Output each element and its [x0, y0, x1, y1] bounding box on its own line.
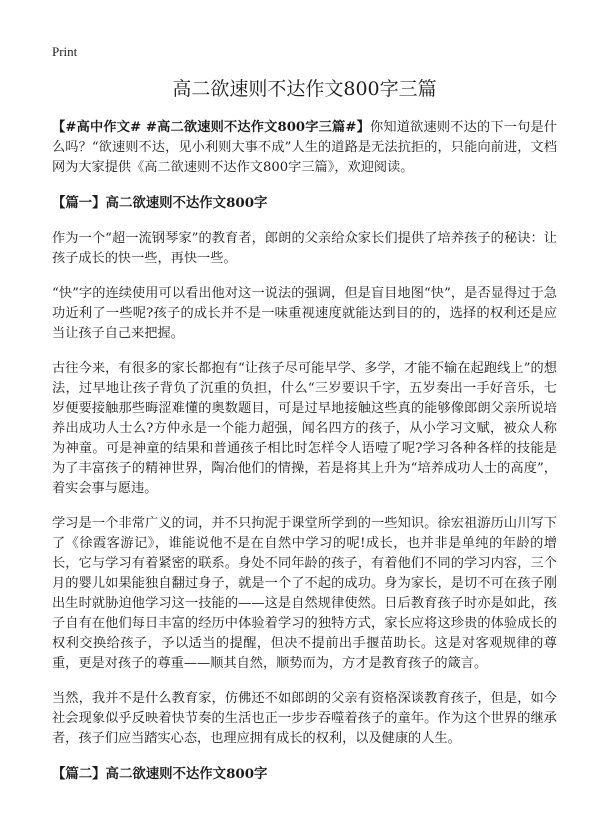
intro-paragraph — [52, 118, 557, 178]
print-link[interactable]: Print — [52, 44, 78, 59]
article-body — [52, 118, 557, 800]
section-heading-1: 【篇一】高二欲速则不达作文800字 — [52, 195, 268, 211]
paragraph: “快”字的连续使用可以看出他对这一说法的强调，但是盲目地图“快”，是否显得过于急功近利了一些呢?孩子的成长并不是一味重视速度就能达到目的的，选择的权利还是应当让孩子自己来把握。 — [52, 286, 557, 341]
section-heading-2: 【篇二】高二欲速则不达作文800字 — [52, 766, 268, 782]
paragraph: 学习是一个非常广义的词，并不只拘泥于课堂所学到的一些知识。徐宏祖游历山川写下了《徐霞客游记》，谁能说他不是在自然中学习的呢!成长，也并非是单纯的年龄的增长，它与学习有着紧密的联系。身处不同年龄的孩子，有着他们不同的学习内容，三个月的婴儿如果能独自翻过身子，就是一个了不起的成功。身为家长，是切不可在孩子刚出生时就胁迫他学习这一技能的——这是自然规律使然。日后教育孩子时亦是如此，孩子自有在他们每日丰富的经历中体验着学习的独特方式，家长应将这珍贵的体验成长的权利交换给孩子，予以适当的提醒，但决不提前出手揠苗助长。这是对客观规律的尊重，更是对孩子的尊重——顺其自然，顺势而为，方才是教育孩子的箴言。 — [52, 516, 557, 671]
paragraph: 古往今来，有很多的家长都抱有“让孩子尽可能早学、多学，才能不输在起跑线上”的想法，过早地让孩子背负了沉重的负担，什么“三岁要识千字，五岁奏出一手好音乐，七岁便要接触那些晦涩难懂的奥数题目，可是过早地接触这些真的能够像郎朗父亲所说培养出成功人士么?方仲永是一个能力超强，闻名四方的孩子，从小学习文赋，被众人称为神童。可是神童的结果和普通孩子相比时怎样令人语噎了呢?学习各种各样的技能是为了丰富孩子的精神世界，陶冶他们的情操，若是将其上升为“培养成功人士的高度”，着实会事与愿违。 — [52, 361, 557, 496]
paragraph: 当然，我并不是什么教育家，仿佛还不如郎朗的父亲有资格深谈教育孩子，但是，如今社会现象似乎反映着快节奏的生活也正一步步吞噬着孩子的童年。作为这个世界的继承者，孩子们应当踏实心态，也理应拥有成长的权利，以及健康的人生。 — [52, 691, 557, 746]
intro-tags: 【#高中作文# #高二欲速则不达作文800字三篇#】 — [52, 120, 370, 135]
intro-text: 你知道欲速则不达的下一句是什么吗？“欲速则不达，见小利则大事不成”人生的道路是无法抗拒的，只能向前进，文档网为大家提供《高二欲速则不达作文800字三篇》，欢迎阅读。 — [52, 120, 558, 175]
page-title: 高二欲速则不达作文800字三篇 — [172, 78, 437, 100]
paragraph: 作为一个“超一流钢琴家”的教育者，郎朗的父亲给众家长们提供了培养孩子的秘诀：让孩子成长的快一些，再快一些。 — [52, 231, 557, 266]
